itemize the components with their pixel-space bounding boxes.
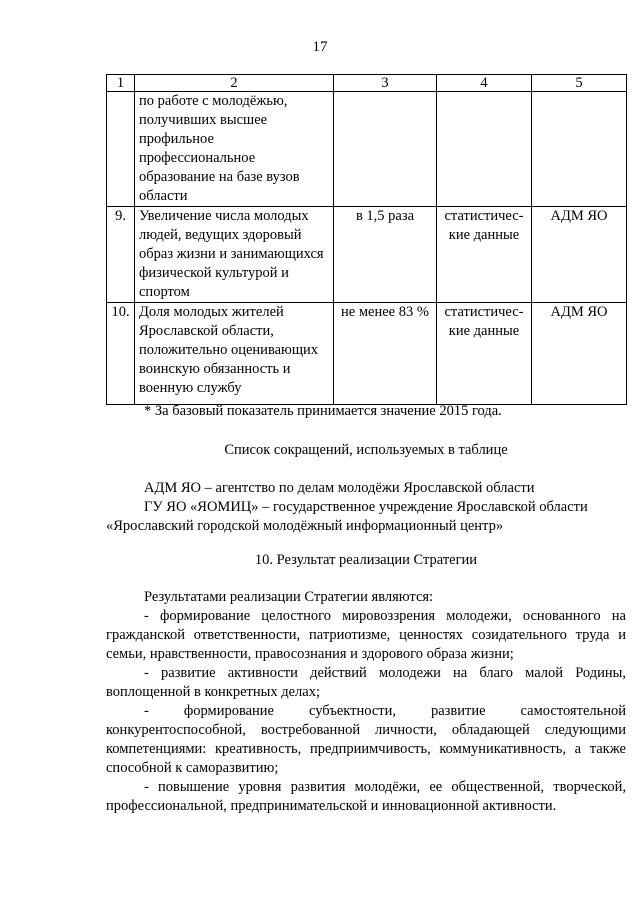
result-item: - повышение уровня развития молодёжи, ее общественной, творческой, профессиональной, предпринимательской и инновационной активности.: [106, 779, 626, 814]
responsible-cell: АДМ ЯО: [532, 303, 627, 405]
indicators-table: [106, 74, 627, 405]
source-cell: [437, 92, 532, 207]
page-number: 17: [312, 39, 328, 55]
source-cell: статистичес-кие данные: [437, 207, 532, 303]
responsible-cell: [532, 92, 627, 207]
value-cell: [334, 92, 437, 207]
abbreviation-item: АДМ ЯО – агентство по делам молодёжи Ярославской области: [144, 480, 535, 496]
table-header-cell: 5: [532, 75, 627, 92]
indicator-cell: Доля молодых жителей Ярославской области, положительно оценивающих воинскую обязанность и военную службу: [135, 303, 334, 405]
result-item: - формирование субъектности, развитие самостоятельной конкурентоспособной, востребованной личности, обладающей следующими компетенциями: креативность, предприимчивость, коммуникативность, а также способной к саморазвитию;: [106, 703, 626, 776]
footnote: * За базовый показатель принимается значение 2015 года.: [144, 403, 502, 419]
source-cell: статистичес-кие данные: [437, 303, 532, 405]
table-header-cell: 1: [107, 75, 135, 92]
responsible-cell: АДМ ЯО: [532, 207, 627, 303]
result-item: - формирование целостного мировоззрения молодежи, основанного на гражданской ответственности, патриотизме, ценностях созидательного труда и семьи, нравственности, правосознания и здорового образа жизни;: [106, 608, 626, 662]
abbreviations-title: Список сокращений, используемых в таблице: [224, 442, 508, 458]
table-row: [107, 207, 627, 303]
abbreviation-item: ГУ ЯО «ЯОМИЦ» – государственное учреждение Ярославской области: [144, 499, 588, 515]
row-number: [107, 92, 135, 207]
indicator-cell: по работе с молодёжью, получивших высшее профильное профессиональное образование на базе вузов области: [135, 92, 334, 207]
abbreviation-item: «Ярославский городской молодёжный информационный центр»: [106, 518, 504, 534]
table-header-row: [107, 75, 627, 92]
results-list: [106, 607, 626, 816]
table-row: [107, 92, 627, 207]
indicator-cell: Увеличение числа молодых людей, ведущих здоровый образ жизни и занимающихся физической культурой и спортом: [135, 207, 334, 303]
results-intro: Результатами реализации Стратегии являются:: [144, 589, 434, 605]
result-item: - развитие активности действий молодежи на благо малой Родины, воплощенной в конкретных делах;: [106, 665, 626, 700]
value-cell: не менее 83 %: [334, 303, 437, 405]
value-cell: в 1,5 раза: [334, 207, 437, 303]
row-number: 9.: [107, 207, 135, 303]
table-header-cell: 4: [437, 75, 532, 92]
table-row: [107, 303, 627, 405]
table-header-cell: 2: [135, 75, 334, 92]
row-number: 10.: [107, 303, 135, 405]
table-header-cell: 3: [334, 75, 437, 92]
section-title: 10. Результат реализации Стратегии: [254, 552, 478, 568]
